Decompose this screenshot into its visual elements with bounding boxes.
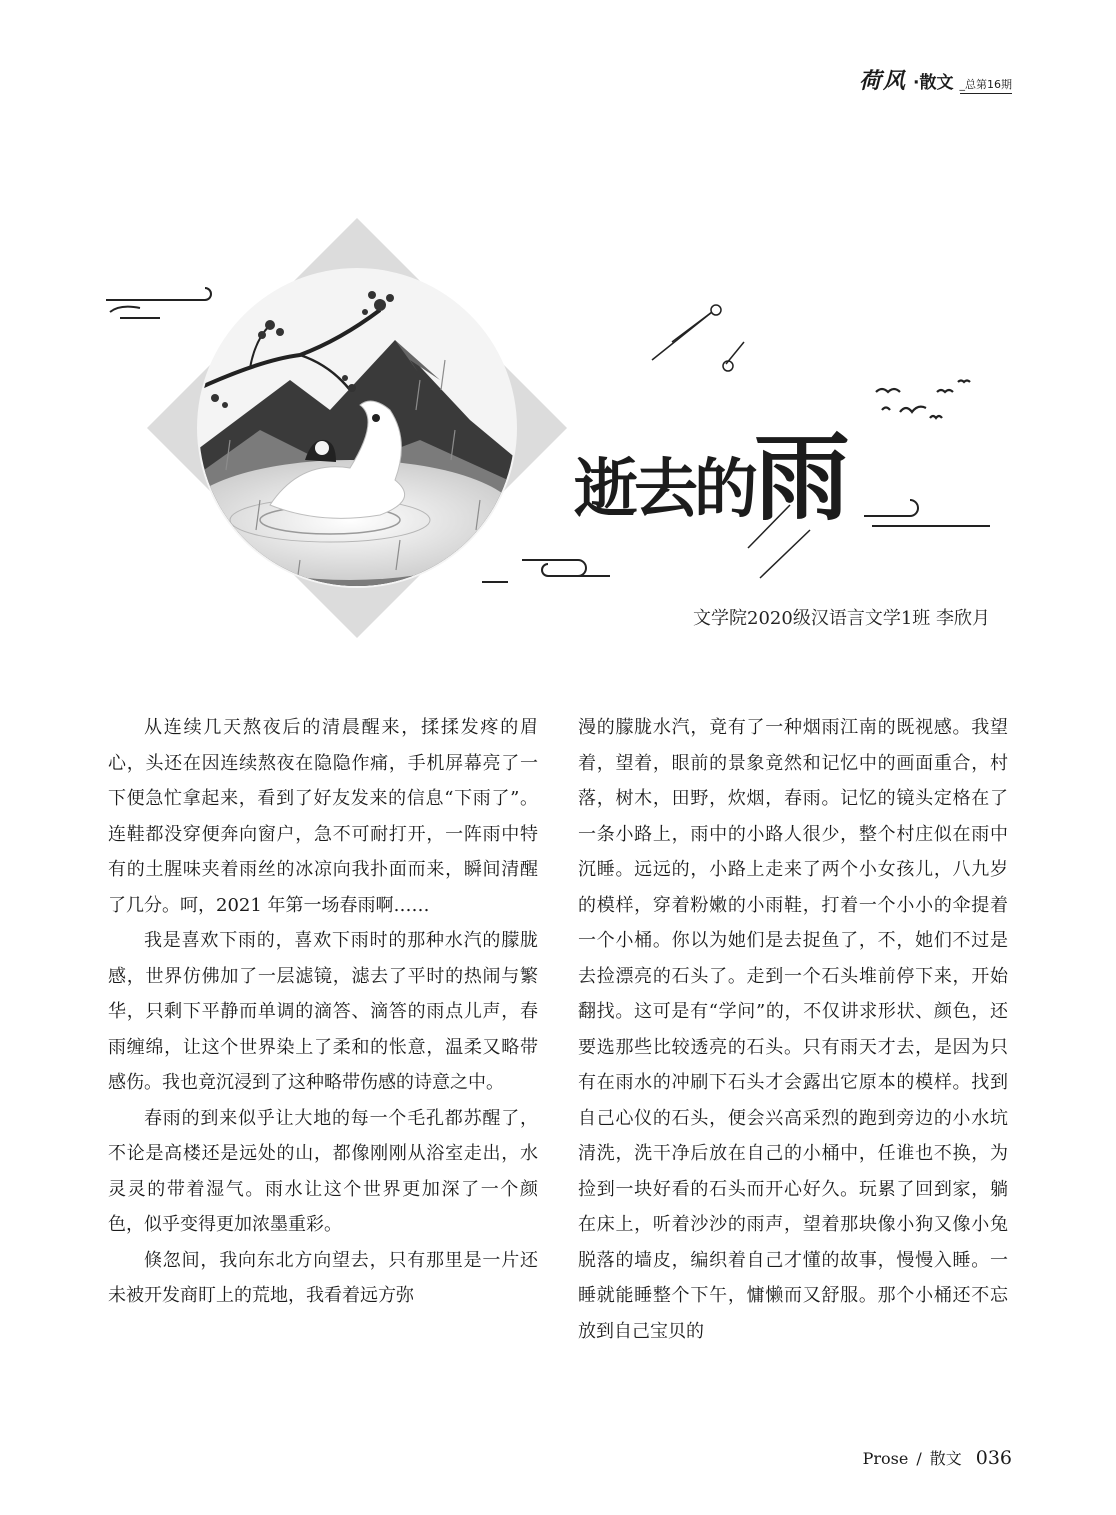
title-illustration bbox=[0, 0, 1116, 660]
paragraph: 倏忽间，我向东北方向望去，只有那里是一片还未被开发商盯上的荒地，我看着远方弥 bbox=[108, 1249, 538, 1306]
page-number: 036 bbox=[975, 1447, 1012, 1469]
page-footer bbox=[863, 1446, 1012, 1469]
paragraph: 春雨的到来似乎让大地的每一个毛孔都苏醒了，不论是高楼还是远处的山，都像刚刚从浴室走出，水灵灵的带着湿气。雨水让这个世界更加深了一个颜色，似乎变得更加浓墨重彩。 bbox=[108, 1107, 538, 1235]
author-line: 文学院2020级汉语言文学1班 李欣月 bbox=[693, 608, 990, 629]
footer-label: Prose bbox=[862, 1449, 909, 1468]
flying-birds bbox=[876, 381, 970, 419]
magazine-name: 荷风 bbox=[859, 68, 908, 94]
title-big-char: 雨 bbox=[754, 421, 850, 534]
paragraph: 漫的朦胧水汽，竟有了一种烟雨江南的既视感。我望着，望着，眼前的景象竟然和记忆中的画面重合，村落，树木，田野，炊烟，春雨。记忆的镜头定格在了一条小路上，雨中的小路人很少，整个村庄似在雨中沉睡。远远的，小路上走来了两个小女孩儿，八九岁的模样，穿着粉嫩的小雨鞋，打着一个小小的伞提着一个小桶。你以为她们是去捉鱼了，不，她们不过是去捡漂亮的石头了。走到一个石头堆前停下来，开始翻找。这可是有“学问”的，不仅讲求形状、颜色，还要选那些比较透亮的石头。只有雨天才去，是因为只有在雨水的冲刷下石头才会露出它原本的模样。找到自己心仪的石头，便会兴高采烈的跑到旁边的小水坑清洗，洗干净后放在自己的小桶中，任谁也不换，为捡到一块好看的石头而开心好久。玩累了回到家，躺在床上，听着沙沙的雨声，望着那块像小狗又像小兔脱落的墙皮，编织着自己才懂的故事，慢慢入睡。一睡就能睡整个下午，慵懒而又舒服。那个小桶还不忘放到自己宝贝的 bbox=[578, 717, 1008, 1342]
paragraph: 我是喜欢下雨的，喜欢下雨时的那种水汽的朦胧感，世界仿佛加了一层滤镜，滤去了平时的热闹与繁华，只剩下平静而单调的滴答、滴答的雨点儿声，春雨缠绵，让这个世界染上了柔和的怅意，温柔又略带感伤。我也竟沉浸到了这种略带伤感的诗意之中。 bbox=[108, 930, 538, 1093]
footer-section: 散文 bbox=[929, 1449, 962, 1468]
title-text: 逝去的 bbox=[574, 452, 754, 527]
left-column bbox=[108, 710, 538, 1314]
right-column bbox=[578, 710, 1008, 1349]
footer-separator: / bbox=[916, 1449, 922, 1468]
paragraph: 从连续几天熬夜后的清晨醒来，揉揉发疼的眉心，头还在因连续熬夜在隐隐作痛，手机屏幕亮了一下便急忙拿起来，看到了好友发来的信息“下雨了”。连鞋都没穿便奔向窗户，急不可耐打开，一阵雨中特有的土腥味夹着雨丝的冰凉向我扑面而来，瞬间清醒了几分。呵，2021 年第一场春雨啊…… bbox=[108, 717, 538, 916]
issue-number: _总第16期 bbox=[960, 76, 1013, 94]
section-name: ·散文 bbox=[913, 73, 954, 93]
article-title bbox=[574, 402, 850, 539]
